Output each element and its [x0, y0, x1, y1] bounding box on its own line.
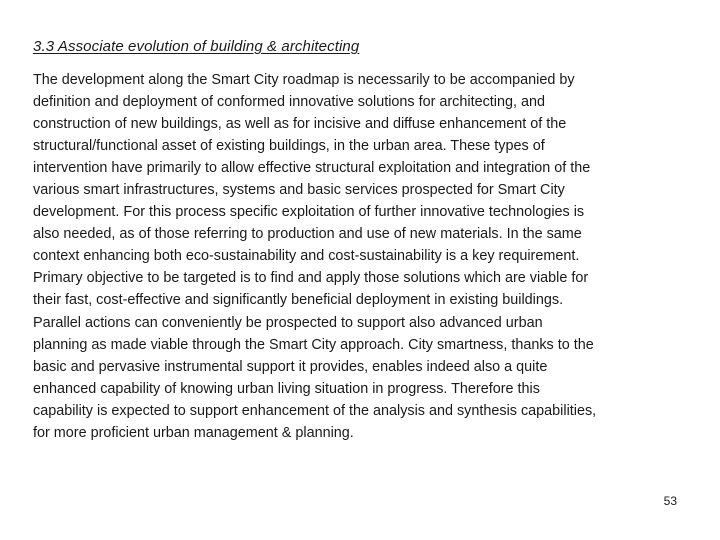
- paragraph-line: capability is expected to support enhancement of the analysis and synthesis capabilities,: [33, 402, 597, 419]
- section-heading: 3.3 Associate evolution of building & architecting: [33, 38, 360, 55]
- paragraph-line: basic and pervasive instrumental support it provides, enables indeed also a quite: [33, 358, 548, 375]
- paragraph-line: development. For this process specific exploitation of further innovative technologies is: [33, 204, 585, 221]
- paragraph-line: various smart infrastructures, systems and basic services prospected for Smart City: [33, 182, 565, 199]
- paragraph-line: their fast, cost-effective and significantly beneficial deployment in existing buildings.: [33, 292, 564, 309]
- paragraph-line: intervention have primarily to allow effective structural exploitation and integration of the: [33, 160, 591, 177]
- paragraph-line: planning as made viable through the Smart City approach. City smartness, thanks to the: [33, 336, 594, 353]
- paragraph-line: Primary objective to be targeted is to find and apply those solutions which are viable for: [33, 270, 589, 287]
- paragraph-line: context enhancing both eco-sustainability and cost-sustainability is a key requirement.: [33, 248, 580, 265]
- paragraph-line: also needed, as of those referring to production and use of new materials. In the same: [33, 226, 582, 243]
- paragraph-line: Parallel actions can conveniently be prospected to support also advanced urban: [33, 314, 543, 331]
- paragraph-line: construction of new buildings, as well as for incisive and diffuse enhancement of the: [33, 116, 567, 133]
- paragraph-line: for more proficient urban management & planning.: [33, 424, 354, 441]
- page-number: 53: [663, 494, 677, 508]
- paragraph-line: The development along the Smart City roadmap is necessarily to be accompanied by: [33, 72, 575, 88]
- paragraph-line: definition and deployment of conformed innovative solutions for architecting, and: [33, 94, 545, 111]
- paragraph-line: enhanced capability of knowing urban living situation in progress. Therefore this: [33, 380, 540, 397]
- paragraph-line: structural/functional asset of existing buildings, in the urban area. These types of: [33, 138, 545, 155]
- body-paragraph: [33, 69, 683, 444]
